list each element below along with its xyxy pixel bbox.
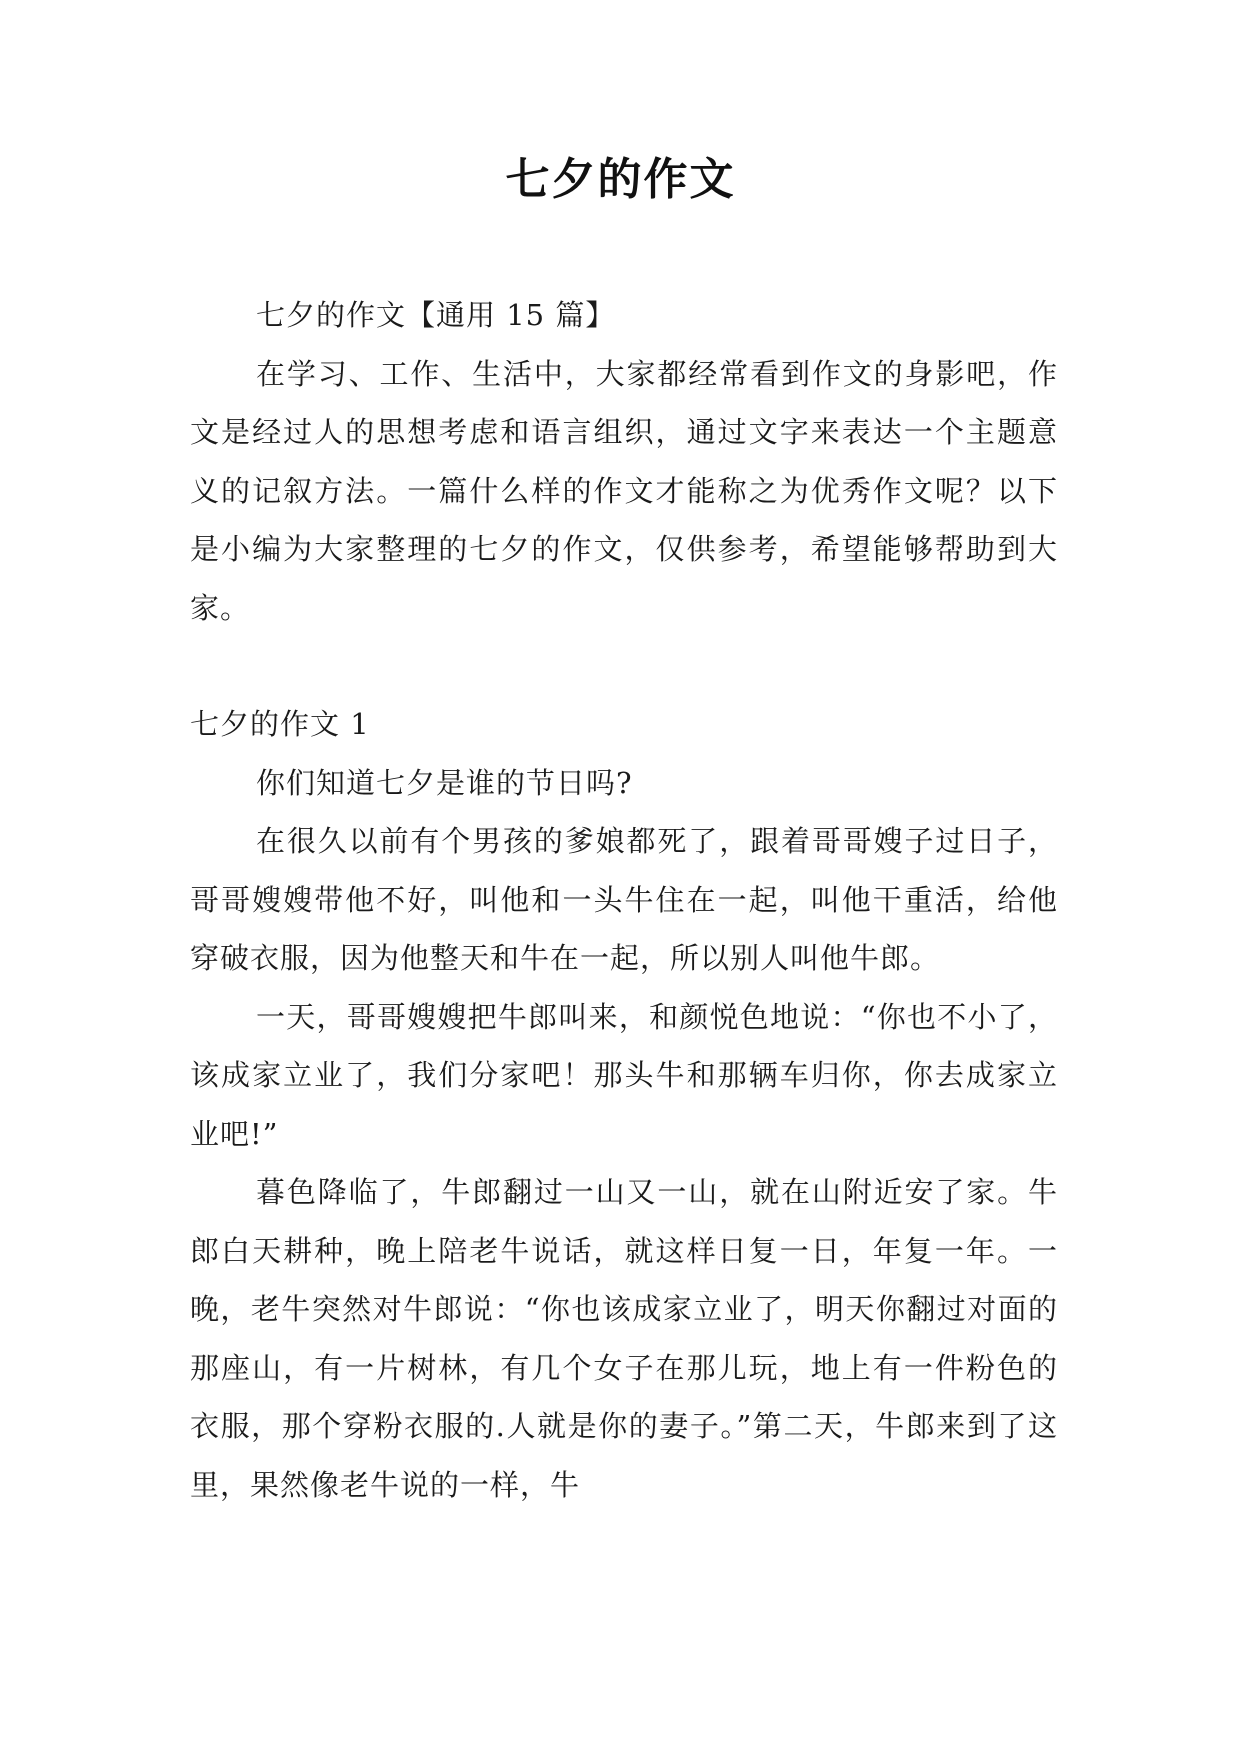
section-paragraph: 暮色降临了，牛郎翻过一山又一山，就在山附近安了家。牛郎白天耕种，晚上陪老牛说话，就这样日复一日，年复一年。一晚，老牛突然对牛郎说：“你也该成家立业了，明天你翻过对面的那座山，有一片树林，有几个女子在那儿玩，地上有一件粉色的衣服，那个穿粉衣服的.人就是你的妻子。”第二天，牛郎来到了这里，果然像老牛说的一样，牛 — [190, 1175, 1058, 1502]
document-body — [190, 286, 1058, 1514]
document-subtitle: 七夕的作文【通用 15 篇】 — [256, 298, 616, 332]
section-paragraph: 在很久以前有个男孩的爹娘都死了，跟着哥哥嫂子过日子，哥哥嫂嫂带他不好，叫他和一头牛住在一起，叫他干重活，给他穿破衣服，因为他整天和牛在一起，所以别人叫他牛郎。 — [190, 824, 1058, 975]
section-heading: 七夕的作文 1 — [190, 707, 370, 741]
section-paragraph: 一天，哥哥嫂嫂把牛郎叫来，和颜悦色地说：“你也不小了，该成家立业了，我们分家吧！那头牛和那辆车归你，你去成家立业吧!” — [190, 999, 1058, 1151]
document-title: 七夕的作文 — [505, 154, 736, 205]
section-paragraph: 你们知道七夕是谁的节日吗? — [256, 765, 633, 800]
intro-paragraph: 在学习、工作、生活中，大家都经常看到作文的身影吧，作文是经过人的思想考虑和语言组织，通过文字来表达一个主题意义的记叙方法。一篇什么样的作文才能称之为优秀作文呢？以下是小编为大家整理的七夕的作文，仅供参考，希望能够帮助到大家。 — [190, 356, 1058, 625]
